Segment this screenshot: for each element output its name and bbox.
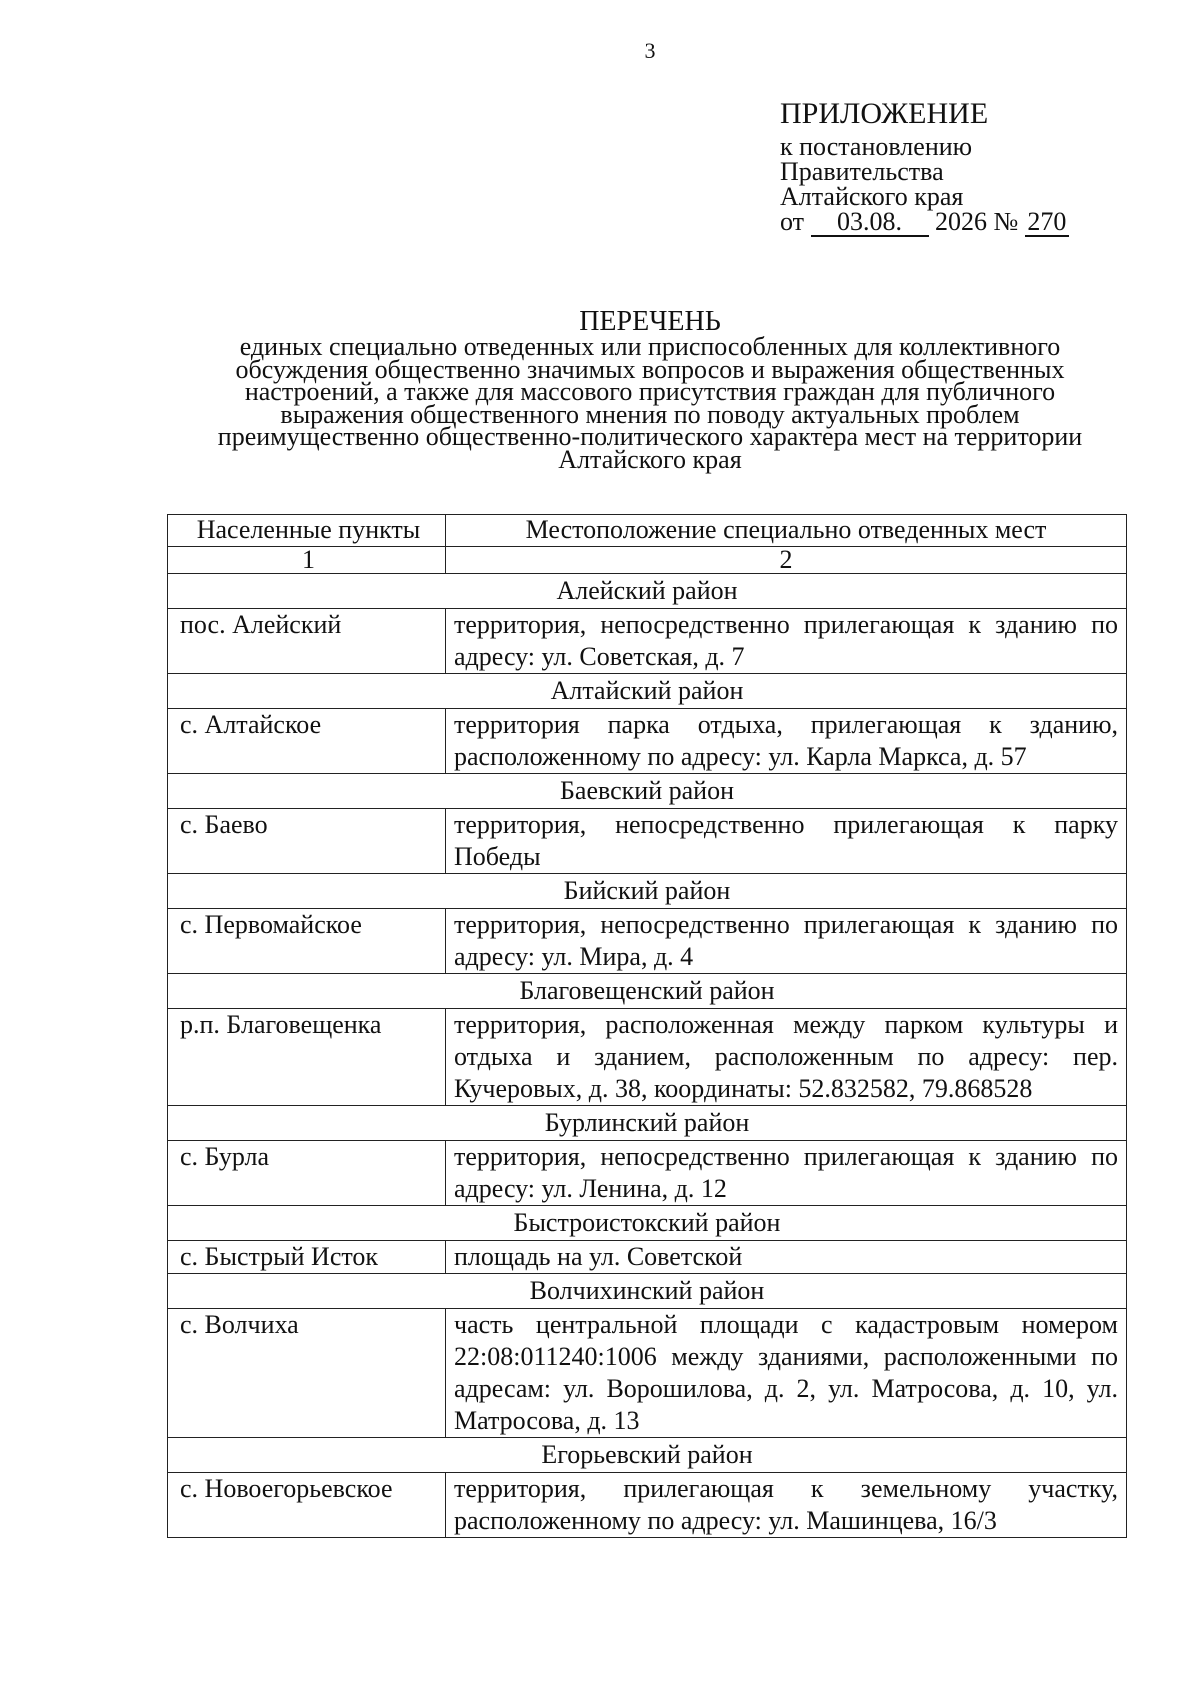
district-row <box>168 1206 1127 1241</box>
header-settlements: Населенные пункты <box>168 515 446 547</box>
title-line: обсуждения общественно значимых вопросов и выражения общественных <box>235 354 1065 384</box>
settlement-cell: с. Волчиха <box>168 1309 446 1438</box>
table-header-row <box>168 515 1127 547</box>
title-heading: ПЕРЕЧЕНЬ <box>579 306 721 337</box>
table-row <box>168 809 1127 874</box>
table-row <box>168 1009 1127 1106</box>
settlement-cell: с. Первомайское <box>168 909 446 974</box>
title-line: преимущественно общественно-политического характера мест на территории <box>217 422 1083 451</box>
appendix-date: 03.08. <box>811 209 929 237</box>
appendix-year: 2026 <box>935 207 988 236</box>
location-cell: территория, непосредственно прилегающая к парку Победы <box>446 809 1127 874</box>
appendix-date-line <box>780 209 1069 237</box>
settlement-cell: с. Новоегорьевское <box>168 1473 446 1538</box>
district-name: Волчихинский район <box>168 1274 1127 1309</box>
table-row <box>168 1141 1127 1206</box>
district-row <box>168 1106 1127 1141</box>
title-line: единых специально отведенных или приспособленных для коллективного <box>239 332 1061 361</box>
title-line: настроений, а также для массового присутствия граждан для публичного <box>244 377 1056 406</box>
column-number: 2 <box>446 547 1127 574</box>
places-table <box>167 514 1127 1538</box>
district-row <box>168 974 1127 1009</box>
appendix-block <box>780 94 1069 237</box>
settlement-cell: пос. Алейский <box>168 609 446 674</box>
district-name: Алейский район <box>168 574 1127 609</box>
appendix-line-3: Алтайского края <box>780 182 964 211</box>
header-locations: Местоположение специально отведенных мест <box>446 515 1127 547</box>
appendix-title: ПРИЛОЖЕНИЕ <box>780 97 989 130</box>
table-row <box>168 1473 1127 1538</box>
settlement-cell: с. Баево <box>168 809 446 874</box>
title-line: выражения общественного мнения по поводу актуальных проблем <box>280 399 1020 429</box>
location-cell: территория, непосредственно прилегающая к зданию по адресу: ул. Советская, д. 7 <box>446 609 1127 674</box>
district-row <box>168 774 1127 809</box>
location-cell: часть центральной площади с кадастровым номером 22:08:011240:1006 между зданиями, расположенными по адресам: ул. Ворошилова, д. 2, ул. Матросова, д. 10, ул. Матросова, д. 13 <box>446 1309 1127 1438</box>
district-name: Алтайский район <box>168 674 1127 709</box>
district-name: Баевский район <box>168 774 1127 809</box>
district-name: Егорьевский район <box>168 1438 1127 1473</box>
settlement-cell: р.п. Благовещенка <box>168 1009 446 1106</box>
table-row <box>168 1309 1127 1438</box>
district-name: Быстроистокский район <box>168 1206 1127 1241</box>
appendix-number-sign: № <box>993 207 1019 236</box>
location-cell: территория, непосредственно прилегающая к зданию по адресу: ул. Ленина, д. 12 <box>446 1141 1127 1206</box>
location-cell: территория парка отдыха, прилегающая к зданию, расположенному по адресу: ул. Карла Маркса, д. 57 <box>446 709 1127 774</box>
location-cell: территория, расположенная между парком культуры и отдыха и зданием, расположенным по адресу: пер. Кучеровых, д. 38, координаты: 52.832582, 79.868528 <box>446 1009 1127 1106</box>
document-title <box>160 306 1140 474</box>
page-number: 3 <box>644 38 656 63</box>
district-name: Бурлинский район <box>168 1106 1127 1141</box>
appendix-number: 270 <box>1025 209 1069 237</box>
column-number-row <box>168 547 1127 574</box>
district-name: Благовещенский район <box>168 974 1127 1009</box>
location-cell: площадь на ул. Советской <box>446 1241 1127 1274</box>
location-cell: территория, прилегающая к земельному участку, расположенному по адресу: ул. Машинцева, 16/3 <box>446 1473 1127 1538</box>
title-line: Алтайского края <box>558 444 742 474</box>
settlement-cell: с. Алтайское <box>168 709 446 774</box>
district-name: Бийский район <box>168 874 1127 909</box>
table-row <box>168 709 1127 774</box>
appendix-prefix: от <box>780 207 805 236</box>
district-row <box>168 674 1127 709</box>
table-row <box>168 1241 1127 1274</box>
district-row <box>168 1274 1127 1309</box>
table-row <box>168 909 1127 974</box>
table-row <box>168 609 1127 674</box>
location-cell: территория, непосредственно прилегающая к зданию по адресу: ул. Мира, д. 4 <box>446 909 1127 974</box>
settlement-cell: с. Быстрый Исток <box>168 1241 446 1274</box>
district-row <box>168 874 1127 909</box>
settlement-cell: с. Бурла <box>168 1141 446 1206</box>
appendix-line-2: Правительства <box>780 157 944 186</box>
column-number: 1 <box>168 547 446 574</box>
district-row <box>168 574 1127 609</box>
appendix-line-1: к постановлению <box>780 132 973 161</box>
district-row <box>168 1438 1127 1473</box>
